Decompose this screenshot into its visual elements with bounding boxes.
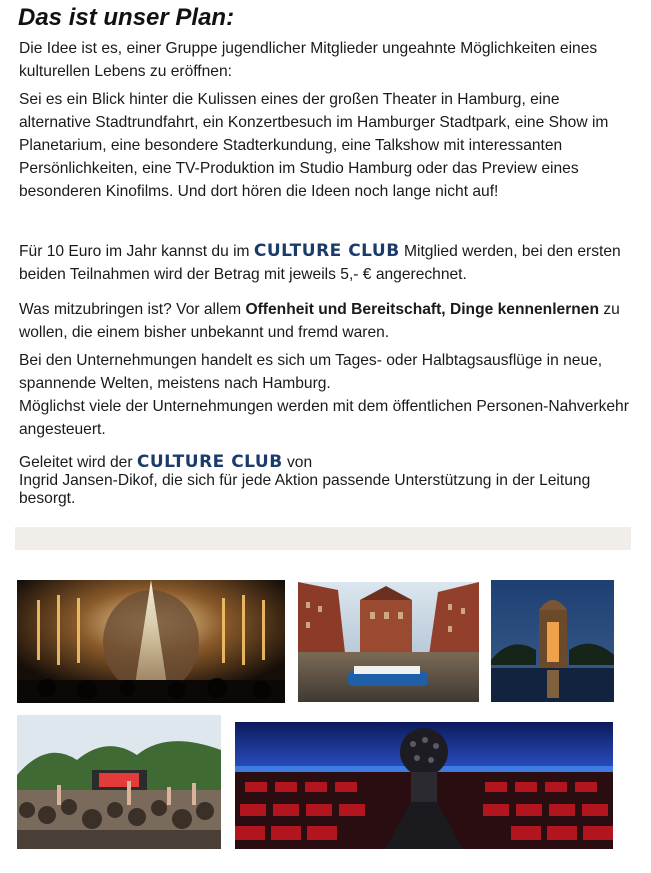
speicherstadt-photo	[298, 582, 479, 702]
led-text-after: von	[282, 454, 313, 471]
membership-paragraph	[19, 240, 631, 286]
bring-paragraph	[19, 298, 631, 344]
culture-club-brand: CULTURE CLUB	[253, 241, 400, 261]
bring-text-after: zu wollen, die einem bisher unbekannt und fremd waren.	[19, 301, 620, 341]
trips-line-2: Möglichst viele der Unternehmungen werden mit dem öffentlichen Personen-Nahverkehr angesteuert.	[19, 398, 629, 438]
planetarium-night-photo	[491, 580, 614, 702]
examples-paragraph: Sei es ein Blick hinter die Kulissen eines der großen Theater in Hamburg, eine alternative Stadtrundfahrt, ein Konzertbesuch im Hamburger Stadtpark, eine Show im Planetarium, eine besondere Stadterkundung, eine Talkshow mit interessanten Persönlichkeiten, eine TV-Produktion im Studio Hamburg oder das Preview eines besonderen Kinofilms. Und dort hören die Ideen noch lange nicht auf!	[19, 91, 609, 200]
stadtpark-crowd-photo	[17, 715, 221, 849]
led-text-before: Geleitet wird der	[19, 454, 137, 471]
culture-club-brand: CULTURE CLUB	[136, 452, 283, 472]
trips-paragraph	[19, 349, 631, 441]
bring-text-before: Was mitzubringen ist? Vor allem	[19, 301, 246, 318]
concert-stage-photo	[17, 580, 285, 703]
page-title: Das ist unser Plan:	[18, 4, 235, 31]
membership-text-after: Mitglied werden, bei den ersten beiden Teilnahmen wird der Betrag mit jeweils 5,- € angerechnet.	[19, 243, 621, 283]
planetarium-hall-photo	[235, 722, 613, 849]
bring-text-bold: Offenheit und Bereitschaft, Dinge kennenlernen	[245, 301, 599, 318]
led-paragraph	[19, 453, 631, 508]
divider-band	[15, 527, 631, 550]
led-text-line-2: Ingrid Jansen-Dikof, die sich für jede Aktion passende Unterstützung in der Leitung besorgt.	[19, 472, 591, 507]
intro-paragraph: Die Idee ist es, einer Gruppe jugendlicher Mitglieder ungeahnte Möglichkeiten eines kulturellen Lebens zu eröffnen:	[19, 40, 598, 80]
trips-line-1: Bei den Unternehmungen handelt es sich um Tages- oder Halbtagsausflüge in neue, spannende Welten, meistens nach Hamburg.	[19, 352, 603, 392]
membership-text-before: Für 10 Euro im Jahr kannst du im	[19, 243, 254, 260]
